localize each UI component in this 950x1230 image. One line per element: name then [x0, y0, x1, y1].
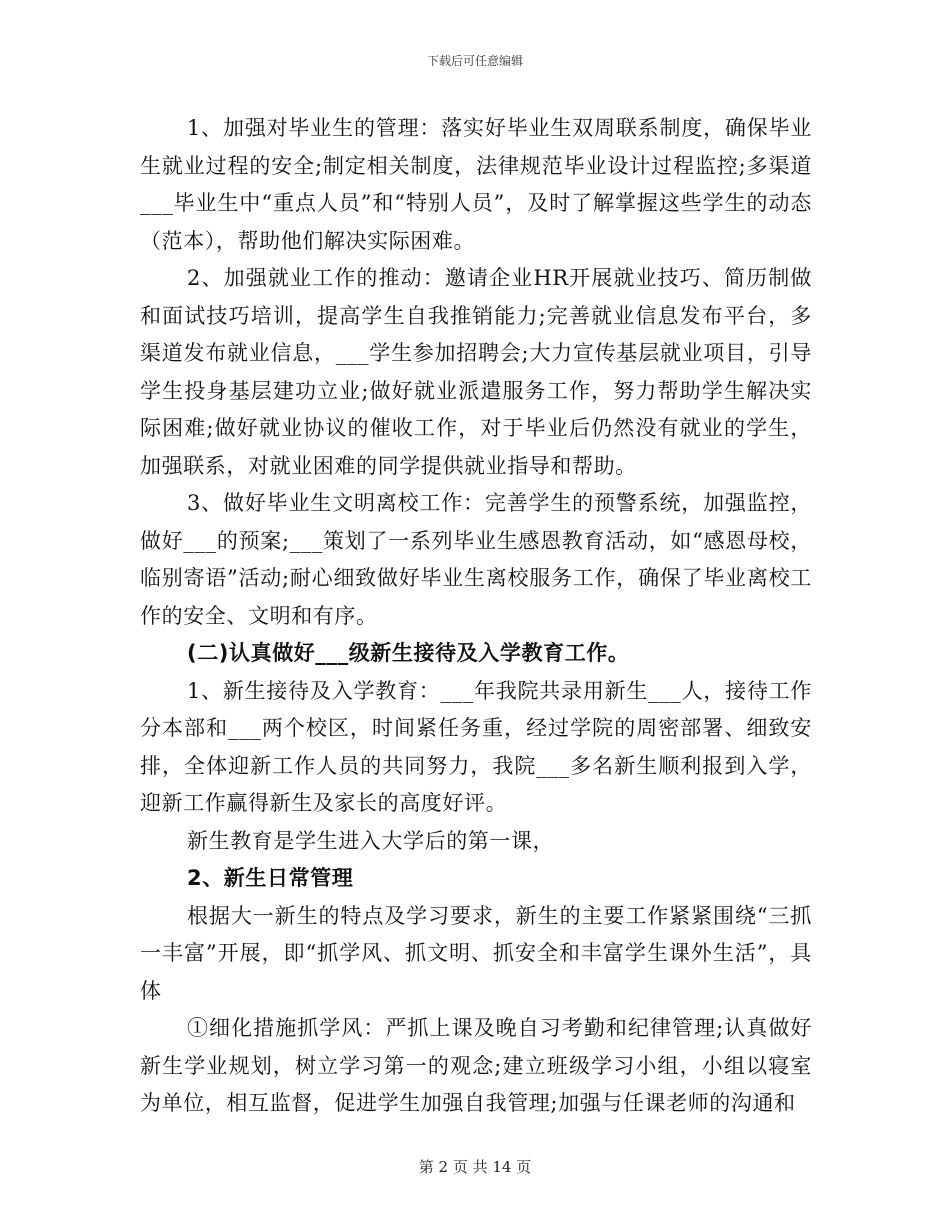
paragraph-freshman-characteristics: 根据大一新生的特点及学习要求，新生的主要工作紧紧围绕“三抓一丰富”开展，即“抓学风、抓文明、抓安全和丰富学生课外生活”，具体	[140, 903, 812, 1003]
paragraph-freshman-reception: 1、新生接待及入学教育：___年我院共录用新生___人，接待工作分本部和___两个校区，时间紧任务重，经过学院的周密部署、细致安排，全体迎新工作人员的共同努力，我院___多名新生顺利报到入学，迎新工作赢得新生及家长的高度好评。	[140, 678, 812, 815]
paragraph-graduate-management: 1、加强对毕业生的管理：落实好毕业生双周联系制度，确保毕业生就业过程的安全;制定相关制度，法律规范毕业设计过程监控;多渠道___毕业生中“重点人员”和“特别人员”，及时了解掌握这些学生的动态（范本），帮助他们解决实际困难。	[140, 116, 812, 253]
page-number-footer: 第 2 页 共 14 页	[418, 1158, 532, 1176]
document-body	[140, 110, 812, 1123]
paragraph-freshman-education: 新生教育是学生进入大学后的第一课，	[187, 828, 555, 853]
page-header-note: 下载后可任意编辑	[426, 54, 523, 68]
subheading-freshman-daily-management: 2、新生日常管理	[187, 866, 354, 890]
paragraph-study-style-measures: ①细化措施抓学风：严抓上课及晚自习考勤和纪律管理;认真做好新生学业规划，树立学习第一的观念;建立班级学习小组，小组以寝室为单位，相互监督，促进学生加强自我管理;加强与任课老师的沟通和	[140, 1016, 812, 1115]
paragraph-graduate-departure: 3、做好毕业生文明离校工作：完善学生的预警系统，加强监控，做好___的预案;___策划了一系列毕业生感恩教育活动，如“感恩母校，临别寄语”活动;耐心细致做好毕业生离校服务工作，确保了毕业离校工作的安全、文明和有序。	[140, 491, 812, 628]
paragraph-employment-promotion: 2、加强就业工作的推动：邀请企业HR开展就业技巧、简历制做和面试技巧培训，提高学生自我推销能力;完善就业信息发布平台，多渠道发布就业信息，___学生参加招聘会;大力宣传基层就业项目，引导学生投身基层建功立业;做好就业派遣服务工作，努力帮助学生解决实际困难;做好就业协议的催收工作，对于毕业后仍然没有就业的学生，加强联系，对就业困难的同学提供就业指导和帮助。	[140, 266, 812, 478]
section-heading-freshman-reception: (二)认真做好___级新生接待及入学教育工作。	[187, 641, 630, 665]
